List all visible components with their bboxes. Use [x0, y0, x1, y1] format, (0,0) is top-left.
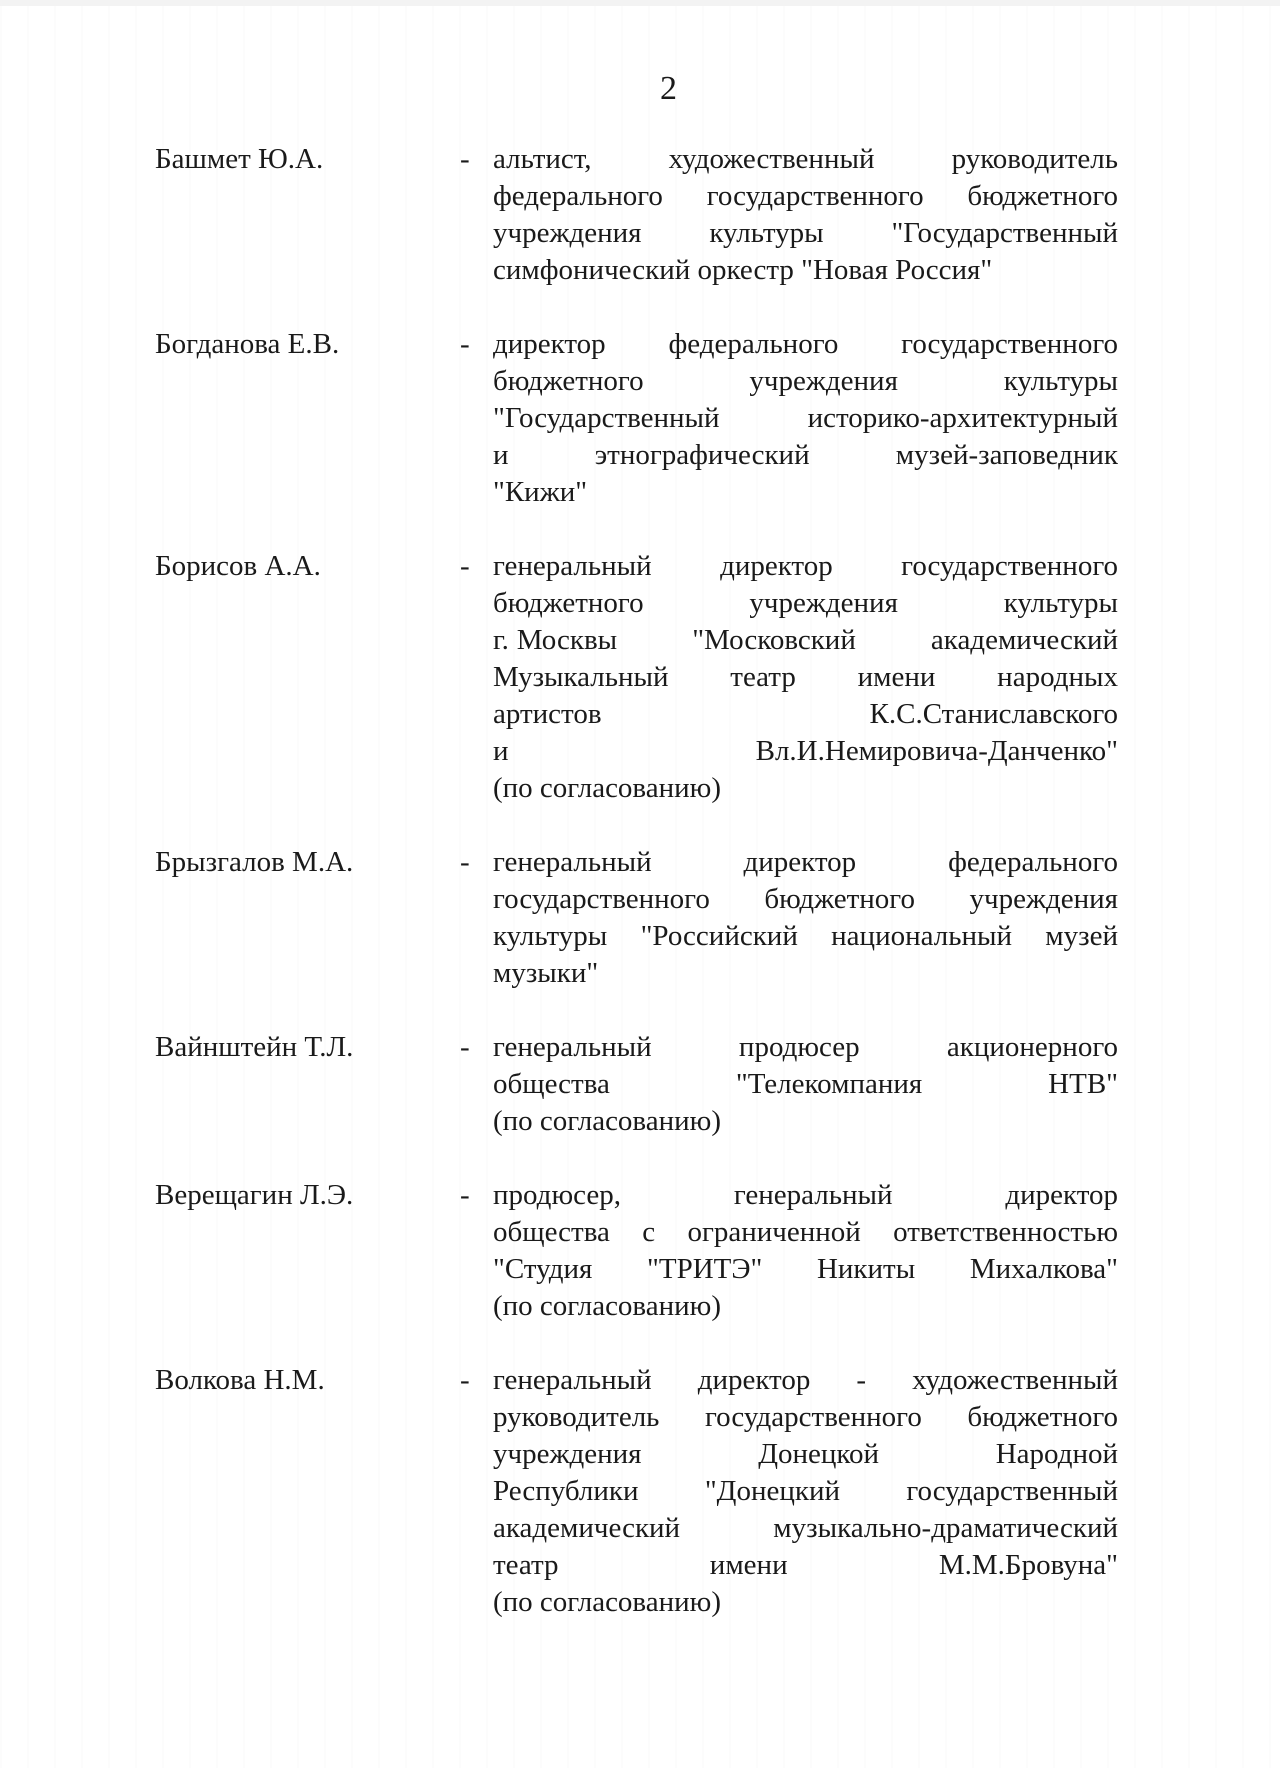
entry-description-line: бюджетного учреждения культуры	[493, 365, 1118, 397]
entry-description-line: "Государственный историко-архитектурный	[493, 402, 1118, 434]
entry-description-line: симфонический оркестр "Новая Россия"	[493, 254, 993, 286]
entry-description-line: федерального государственного бюджетного	[493, 180, 1118, 212]
entry-description-line: альтист, художественный руководитель	[493, 143, 1118, 175]
entry-name: Верещагин Л.Э.	[155, 1179, 354, 1211]
entry-description-line: культуры "Российский национальный музей	[493, 920, 1118, 952]
list-entry	[155, 326, 1118, 511]
entry-name: Брызгалов М.А.	[155, 846, 354, 878]
entry-description-line: музыки"	[493, 957, 599, 989]
entry-description-line: (по согласованию)	[493, 1105, 721, 1137]
entry-description-line: "Кижи"	[493, 476, 588, 508]
entry-separator: -	[460, 328, 470, 360]
list-entry	[155, 141, 1118, 289]
entry-description-line: артистов К.С.Станиславского	[493, 698, 1118, 730]
entry-description-line: бюджетного учреждения культуры	[493, 587, 1118, 619]
entry-description-line: театр имени М.М.Бровуна"	[493, 1549, 1118, 1581]
entry-description-line: (по согласованию)	[493, 1290, 721, 1322]
list-entry	[155, 1362, 1118, 1621]
entry-description	[493, 844, 1118, 992]
entry-description	[493, 141, 1118, 289]
entry-separator: -	[460, 1364, 470, 1396]
page-number: 2	[660, 70, 677, 107]
entry-description-line: генеральный директор - художественный	[493, 1364, 1118, 1396]
entry-separator: -	[460, 550, 470, 582]
entry-description	[493, 1177, 1118, 1325]
entry-separator: -	[460, 1179, 470, 1211]
entry-separator: -	[460, 143, 470, 175]
entry-name: Волкова Н.М.	[155, 1364, 325, 1396]
entry-description-line: генеральный продюсер акционерного	[493, 1031, 1118, 1063]
entry-description-line: учреждения Донецкой Народной	[493, 1438, 1118, 1470]
entry-name: Вайнштейн Т.Л.	[155, 1031, 354, 1063]
entry-description-line: учреждения культуры "Государственный	[493, 217, 1118, 249]
entry-name: Богданова Е.В.	[155, 328, 340, 360]
entry-description-line: и этнографический музей-заповедник	[493, 439, 1118, 471]
entry-separator: -	[460, 1031, 470, 1063]
entry-description	[493, 1029, 1118, 1140]
entry-description-line: академический музыкально-драматический	[493, 1512, 1118, 1544]
entry-description	[493, 548, 1118, 807]
list-entry	[155, 1029, 1118, 1140]
entry-description-line: генеральный директор федерального	[493, 846, 1118, 878]
entry-description-line: общества "Телекомпания НТВ"	[493, 1068, 1118, 1100]
entry-description-line: государственного бюджетного учреждения	[493, 883, 1118, 915]
entry-description-line: руководитель государственного бюджетного	[493, 1401, 1118, 1433]
entry-separator: -	[460, 846, 470, 878]
entry-description-line: продюсер, генеральный директор	[493, 1179, 1118, 1211]
list-entry	[155, 548, 1118, 807]
scan-top-edge	[0, 0, 1280, 6]
entry-description-line: (по согласованию)	[493, 772, 721, 804]
entry-description-line: Музыкальный театр имени народных	[493, 661, 1118, 693]
entry-description-line: (по согласованию)	[493, 1586, 721, 1618]
entry-description	[493, 1362, 1118, 1621]
entry-description-line: Республики "Донецкий государственный	[493, 1475, 1118, 1507]
list-entry	[155, 844, 1118, 992]
entry-name: Башмет Ю.А.	[155, 143, 324, 175]
entry-description-line: и Вл.И.Немировича-Данченко"	[493, 735, 1118, 767]
list-entry	[155, 1177, 1118, 1325]
entries-list	[155, 141, 1118, 1658]
entry-description	[493, 326, 1118, 511]
entry-name: Борисов А.А.	[155, 550, 321, 582]
entry-description-line: генеральный директор государственного	[493, 550, 1118, 582]
entry-description-line: общества с ограниченной ответственностью	[493, 1216, 1118, 1248]
entry-description-line: "Студия "ТРИТЭ" Никиты Михалкова"	[493, 1253, 1118, 1285]
entry-description-line: директор федерального государственного	[493, 328, 1118, 360]
entry-description-line: г. Москвы "Московский академический	[493, 624, 1118, 656]
